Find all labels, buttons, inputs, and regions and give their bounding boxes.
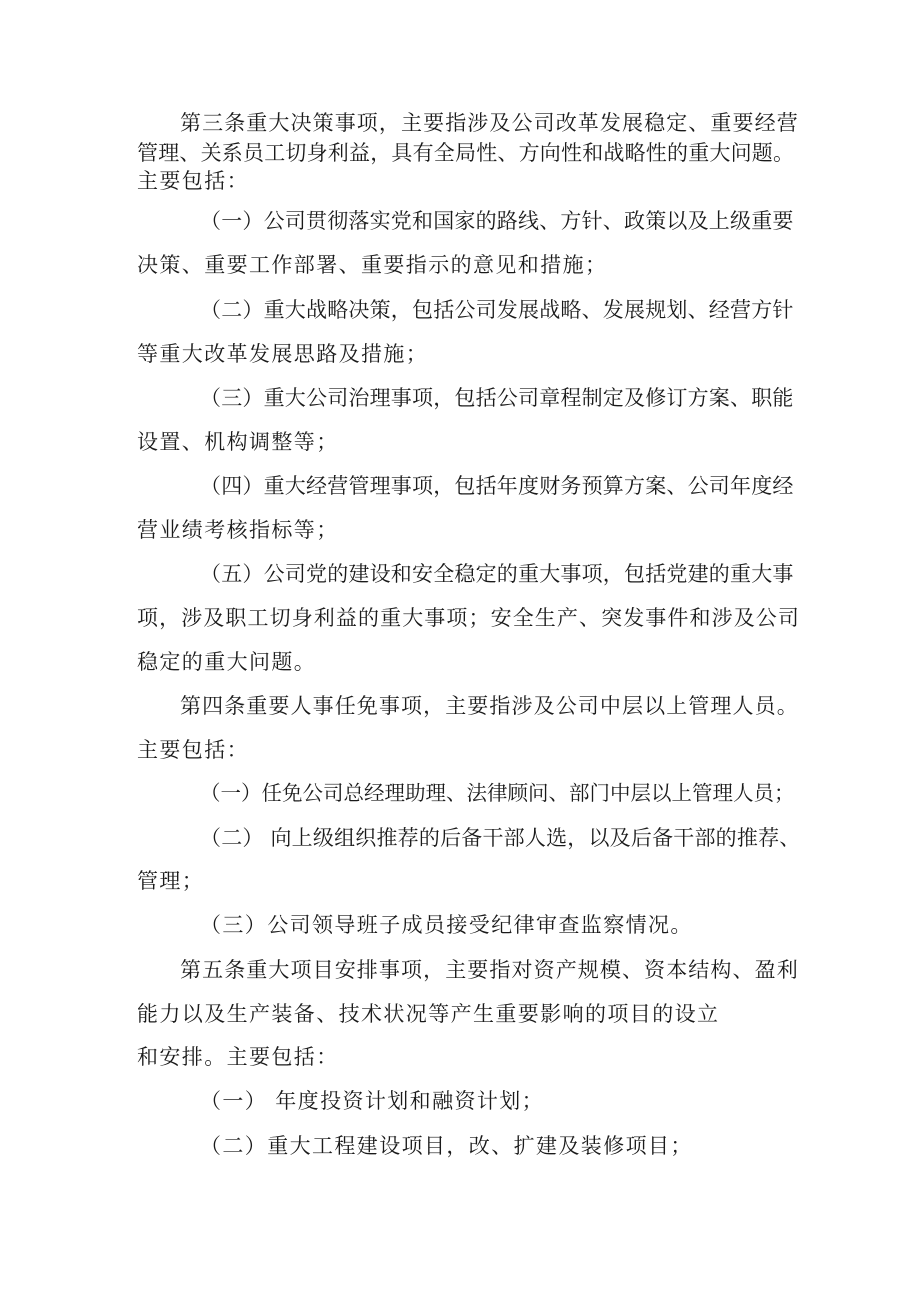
article-5-line-2: 能力以及生产装备、技术状况等产生重要影响的项目的设立	[137, 1002, 720, 1026]
article-3-item-5-line-1: （五）公司党的建设和安全稳定的重大事项，包括党建的重大事	[200, 562, 794, 586]
article-3-item-5-line-3: 稳定的重大问题。	[137, 650, 317, 674]
article-4-item-3-line-1: （三）公司领导班子成员接受纪律审查监察情况。	[200, 913, 693, 937]
article-3-item-4-line-2: 营业绩考核指标等；	[137, 518, 339, 542]
article-3-line-3: 主要包括：	[137, 169, 249, 193]
article-4-item-2-line-1: （二） 向上级组织推荐的后备干部人选，以及后备干部的推荐、	[200, 826, 801, 850]
article-3-item-3-line-2: 设置、机构调整等；	[137, 430, 339, 454]
article-4-item-2-line-2: 管理；	[137, 869, 205, 893]
article-5-item-1-line-1: （一） 年度投资计划和融资计划；	[200, 1089, 545, 1113]
article-3-line-1: 第三条重大决策事项，主要指涉及公司改革发展稳定、重要经营	[180, 111, 799, 135]
article-3-item-2-line-1: （二）重大战略决策，包括公司发展战略、发展规划、经营方针	[200, 298, 794, 322]
article-4-item-1-line-1: （一）任免公司总经理助理、法律顾问、部门中层以上管理人员；	[200, 781, 795, 805]
article-3-item-3-line-1: （三）重大公司治理事项，包括公司章程制定及修订方案、职能	[200, 386, 794, 410]
article-3-item-5-line-2: 项，涉及职工切身利益的重大事项；安全生产、突发事件和涉及公司	[137, 606, 800, 630]
article-3-item-2-line-2: 等重大改革发展思路及措施；	[137, 342, 429, 366]
article-3-item-4-line-1: （四）重大经营管理事项，包括年度财务预算方案、公司年度经	[200, 474, 794, 498]
article-5-line-3: 和安排。主要包括：	[137, 1045, 339, 1069]
article-3-line-2: 管理、关系员工切身利益，具有全局性、方向性和战略性的重大问题。	[137, 141, 795, 165]
article-4-line-2: 主要包括：	[137, 738, 249, 762]
article-5-line-1: 第五条重大项目安排事项，主要指对资产规模、资本结构、盈利	[180, 958, 799, 982]
article-4-line-1: 第四条重要人事任免事项，主要指涉及公司中层以上管理人员。	[180, 694, 799, 718]
article-3-item-1-line-2: 决策、重要工作部署、重要指示的意见和措施；	[137, 253, 608, 277]
article-5-item-2-line-1: （二）重大工程建设项目，改、扩建及装修项目；	[200, 1134, 693, 1158]
article-3-item-1-line-1: （一）公司贯彻落实党和国家的路线、方针、政策以及上级重要	[200, 209, 794, 233]
